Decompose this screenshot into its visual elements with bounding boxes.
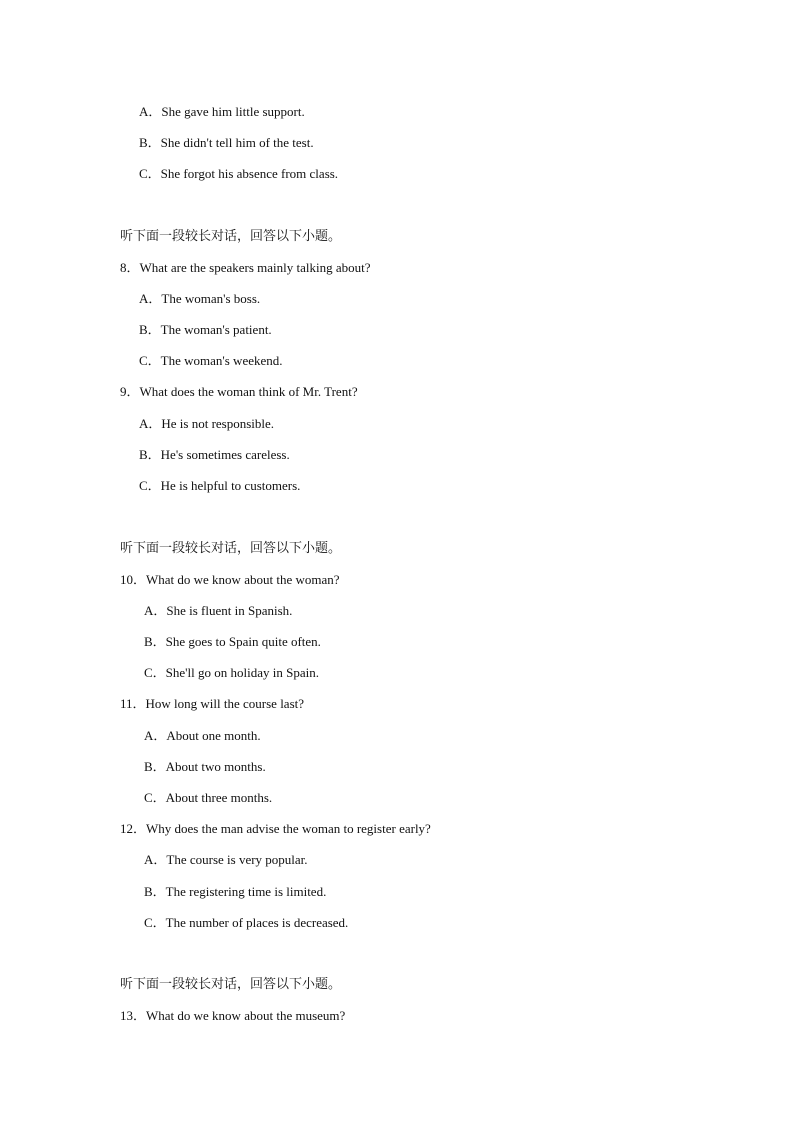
option-a: A．He is not responsible.: [139, 416, 275, 431]
option-a: A．The woman's boss.: [139, 291, 261, 306]
question-10: 10．What do we know about the woman?: [120, 572, 340, 587]
option-a: A．She is fluent in Spanish.: [144, 603, 293, 618]
option-c: C．She'll go on holiday in Spain.: [144, 665, 319, 680]
question-11: 11．How long will the course last?: [120, 696, 305, 711]
option-b: B．The registering time is limited.: [144, 884, 327, 899]
option-b: B．The woman's patient.: [139, 322, 272, 337]
question-8: 8．What are the speakers mainly talking about?: [120, 260, 371, 275]
option-b: B．She didn't tell him of the test.: [139, 135, 314, 150]
section-header: 听下面一段较长对话，回答以下小题。: [120, 541, 342, 556]
section-header: 听下面一段较长对话，回答以下小题。: [120, 229, 342, 244]
option-c: C．She forgot his absence from class.: [139, 166, 339, 181]
option-a: A．About one month.: [144, 728, 261, 743]
option-c: C．The number of places is decreased.: [144, 915, 349, 930]
option-b: B．She goes to Spain quite often.: [144, 634, 321, 649]
option-c: C．The woman's weekend.: [139, 353, 283, 368]
option-b: B．He's sometimes careless.: [139, 447, 290, 462]
section-header: 听下面一段较长对话，回答以下小题。: [120, 977, 342, 992]
option-c: C．About three months.: [144, 790, 273, 805]
question-12: 12．Why does the man advise the woman to register early?: [120, 821, 431, 836]
option-b: B．About two months.: [144, 759, 266, 774]
question-13: 13．What do we know about the museum?: [120, 1008, 346, 1023]
option-a: A．The course is very popular.: [144, 852, 308, 867]
option-a: A．She gave him little support.: [139, 104, 305, 119]
option-c: C．He is helpful to customers.: [139, 478, 301, 493]
question-9: 9．What does the woman think of Mr. Trent?: [120, 384, 358, 399]
